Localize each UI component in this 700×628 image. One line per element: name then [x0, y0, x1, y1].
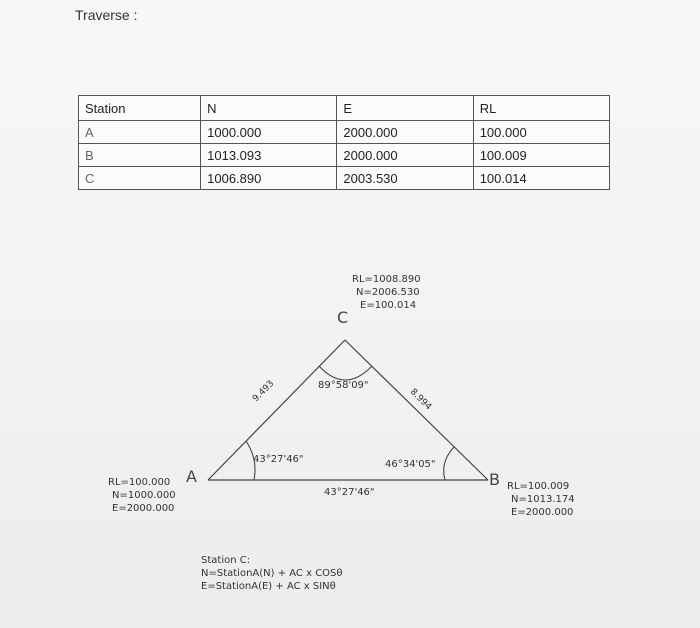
n-cell: 1006.890 — [201, 167, 337, 190]
point-c-e: E=100.014 — [360, 300, 417, 311]
point-a-label: A — [186, 467, 197, 486]
e-cell: 2000.000 — [337, 121, 473, 144]
arc-b — [444, 447, 454, 480]
page-title: Traverse : — [75, 7, 138, 23]
formula-e: E=StationA(E) + AC x SINθ — [201, 581, 336, 592]
rl-cell: 100.009 — [473, 144, 609, 167]
formula-n: N=StationA(N) + AC x COSθ — [201, 568, 343, 579]
station-cell: A — [79, 121, 201, 144]
e-cell: 2003.530 — [337, 167, 473, 190]
angle-a: 43°27'46" — [253, 454, 304, 465]
point-a-rl: RL=100.000 — [108, 477, 171, 488]
rl-cell: 100.014 — [473, 167, 609, 190]
side-bc-length: 8.994 — [407, 387, 434, 413]
point-b-e: E=2000.000 — [511, 507, 574, 518]
point-a-n: N=1000.000 — [112, 490, 176, 501]
station-cell: C — [79, 167, 201, 190]
point-a-e: E=2000.000 — [112, 503, 175, 514]
angle-c: 89°58'09" — [318, 380, 369, 391]
point-b-n: N=1013.174 — [511, 494, 575, 505]
header-rl: RL — [473, 96, 609, 121]
header-e: E — [337, 96, 473, 121]
angle-base: 43°27'46" — [324, 487, 375, 498]
point-c-rl: RL=1008.890 — [352, 274, 421, 285]
header-n: N — [201, 96, 337, 121]
rl-cell: 100.000 — [473, 121, 609, 144]
station-cell: B — [79, 144, 201, 167]
n-cell: 1000.000 — [201, 121, 337, 144]
point-c-label: C — [337, 308, 349, 327]
formula-heading: Station C: — [201, 555, 251, 566]
point-c-n: N=2006.530 — [356, 287, 420, 298]
e-cell: 2000.000 — [337, 144, 473, 167]
header-station: Station — [79, 96, 201, 121]
point-b-rl: RL=100.009 — [507, 481, 570, 492]
angle-b: 46°34'05" — [385, 459, 436, 470]
point-b-label: B — [489, 470, 500, 489]
side-ac-length: 9.493 — [251, 378, 277, 405]
arc-c — [319, 366, 372, 380]
n-cell: 1013.093 — [201, 144, 337, 167]
